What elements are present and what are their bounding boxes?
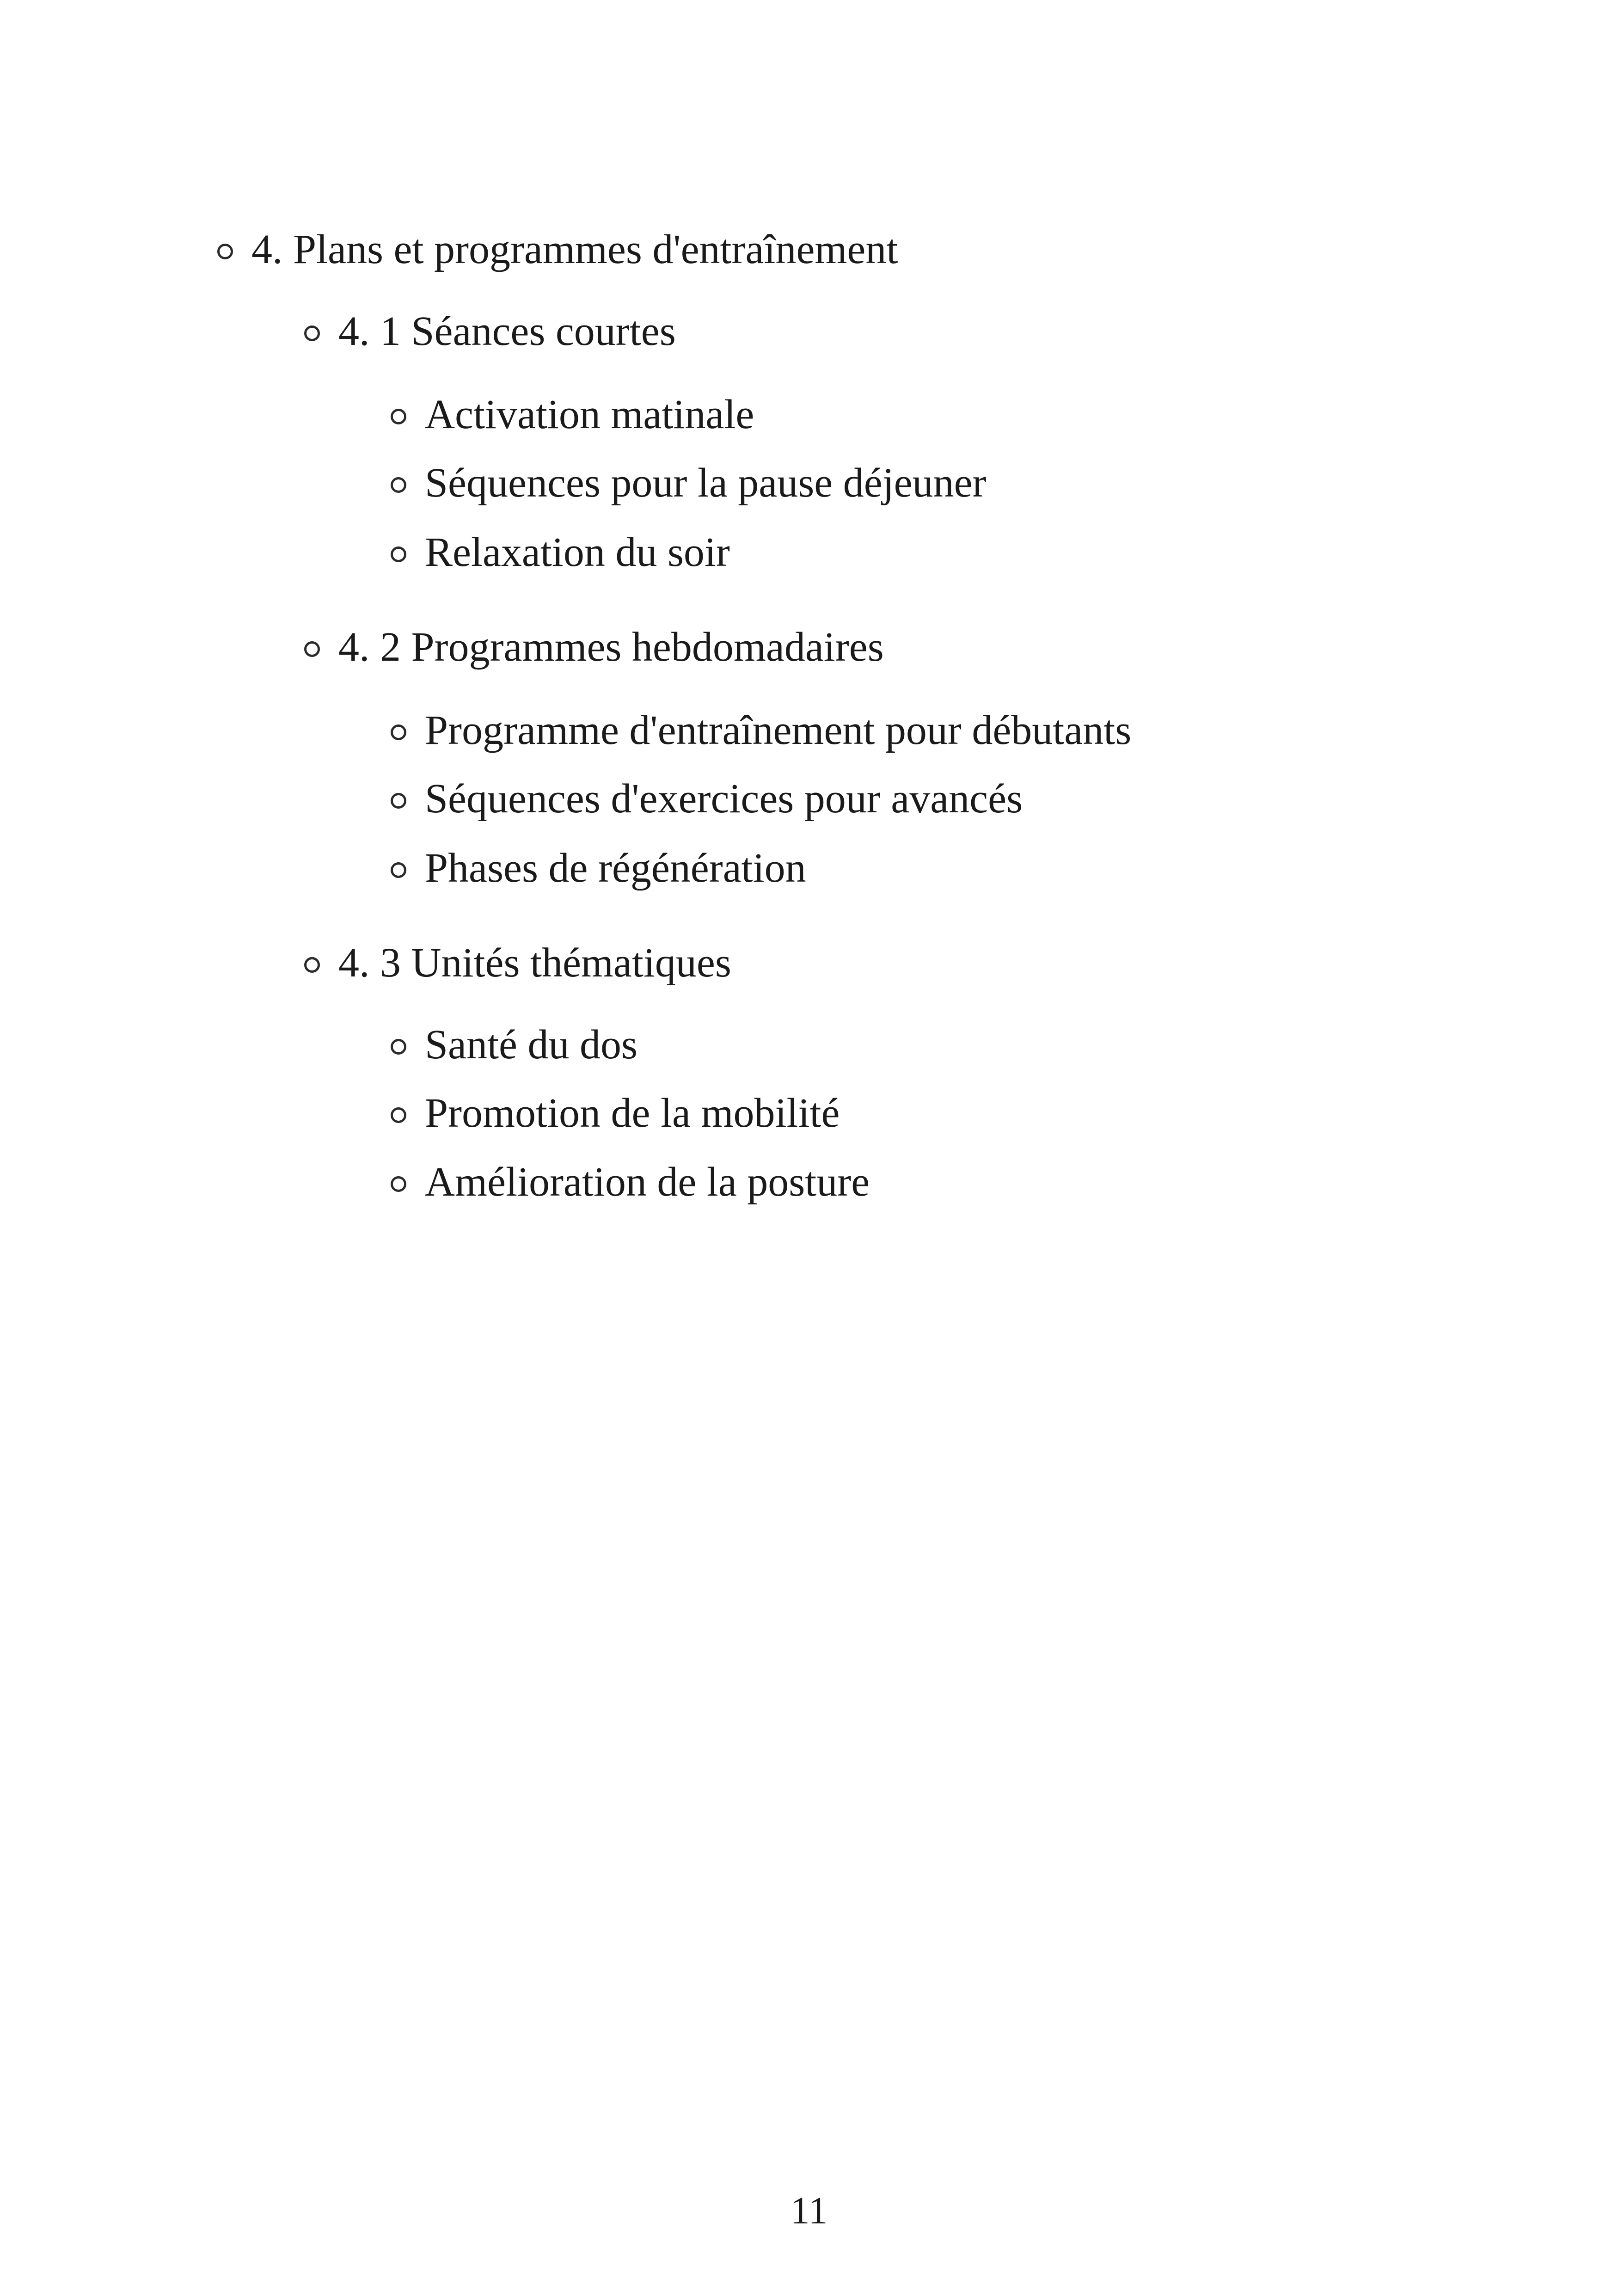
hollow-bullet-icon [391, 724, 406, 740]
hollow-bullet-icon [391, 793, 406, 809]
subsection-label: 4. 2 Programmes hebdomadaires [338, 624, 884, 670]
hollow-bullet-icon [391, 409, 406, 424]
section-label: 4. Plans et programmes d'entraînement [251, 227, 898, 272]
outline-section-4 [217, 229, 898, 270]
list-item [391, 462, 987, 504]
hollow-bullet-icon [391, 862, 406, 878]
list-item [391, 529, 730, 575]
list-item [391, 1161, 870, 1203]
outline-subsection-4-1 [304, 308, 676, 354]
list-item-label: Phases de régénération [425, 845, 806, 891]
list-item-label: Relaxation du soir [425, 529, 730, 575]
hollow-bullet-icon [391, 1176, 406, 1192]
list-item [391, 847, 806, 889]
hollow-bullet-icon [304, 641, 320, 657]
hollow-bullet-icon [391, 477, 406, 493]
list-item [391, 1090, 840, 1136]
list-item-label: Amélioration de la posture [425, 1159, 870, 1205]
list-item [391, 778, 1023, 820]
hollow-bullet-icon [391, 546, 406, 562]
list-item [391, 394, 754, 436]
list-item-label: Promotion de la mobilité [425, 1090, 840, 1136]
hollow-bullet-icon [391, 1107, 406, 1123]
list-item [391, 1024, 637, 1066]
list-item-label: Séquences d'exercices pour avancés [425, 776, 1023, 822]
hollow-bullet-icon [391, 1039, 406, 1055]
list-item-label: Programme d'entraînement pour débutants [425, 707, 1132, 753]
list-item-label: Santé du dos [425, 1022, 637, 1068]
list-item [391, 707, 1132, 753]
list-item-label: Séquences pour la pause déjeuner [425, 460, 987, 506]
outline-subsection-4-3 [304, 942, 731, 984]
page-number: 11 [790, 2189, 828, 2232]
list-item-label: Activation matinale [425, 392, 754, 437]
hollow-bullet-icon [304, 957, 320, 973]
hollow-bullet-icon [217, 244, 233, 259]
subsection-label: 4. 1 Séances courtes [338, 308, 676, 354]
subsection-label: 4. 3 Unités thématiques [338, 940, 731, 986]
outline-subsection-4-2 [304, 626, 884, 668]
hollow-bullet-icon [304, 325, 320, 341]
